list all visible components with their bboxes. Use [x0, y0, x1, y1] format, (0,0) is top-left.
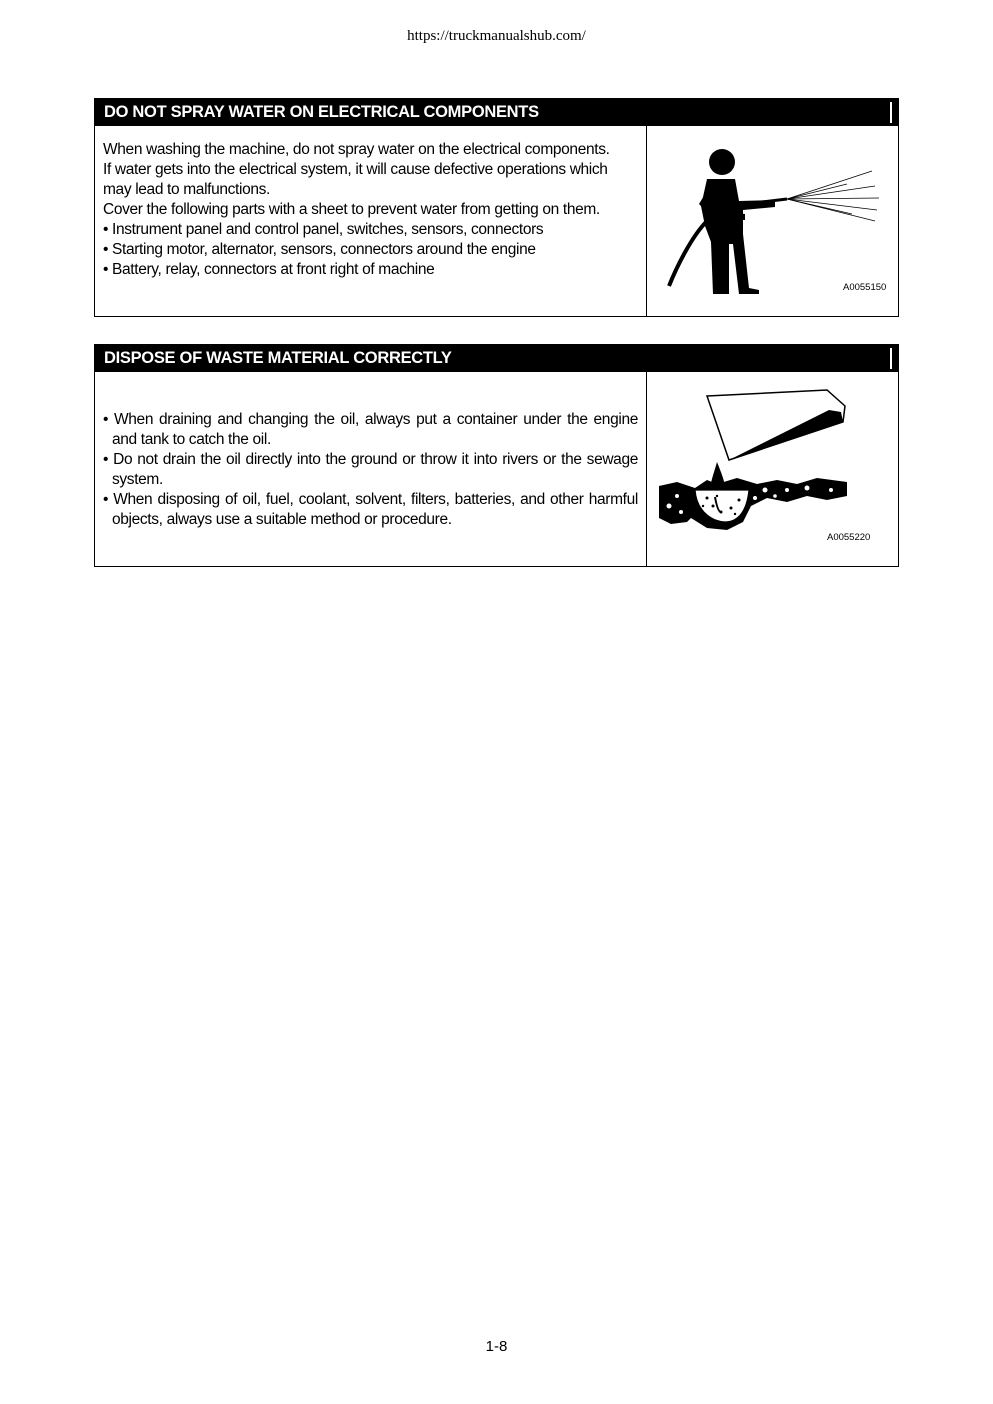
paragraph: If water gets into the electrical system, it will cause defective operations which may lead to malfunctions. — [103, 161, 608, 198]
list-item: • When draining and changing the oil, always put a container under the engine and tank to catch the oil. — [103, 411, 638, 448]
list-item: • Battery, relay, connectors at front right of machine — [103, 261, 435, 278]
paragraph: When washing the machine, do not spray water on the electrical components. — [103, 141, 610, 158]
page-number: 1-8 — [485, 1338, 508, 1355]
section-title-text: DO NOT SPRAY WATER ON ELECTRICAL COMPONENTS — [104, 103, 539, 121]
section-title — [95, 99, 898, 126]
section-body — [95, 372, 898, 566]
list-item: • Starting motor, alternator, sensors, connectors around the engine — [103, 241, 536, 258]
section-spray-water — [94, 98, 899, 317]
figure — [647, 126, 898, 316]
section-text — [95, 126, 647, 316]
section-dispose-waste — [94, 344, 899, 567]
figure-id: A0055150 — [843, 282, 887, 293]
section-text — [95, 372, 647, 566]
source-url: https://truckmanualshub.com/ — [407, 28, 586, 44]
list-item: • When disposing of oil, fuel, coolant, solvent, filters, batteries, and other harmful objects, always use a suitable method or procedure. — [103, 491, 638, 528]
figure-id: A0055220 — [827, 532, 871, 543]
list-item: • Do not drain the oil directly into the ground or throw it into rivers or the sewage system. — [103, 451, 638, 488]
list-item: • Instrument panel and control panel, switches, sensors, connectors — [103, 221, 544, 238]
section-title — [95, 345, 898, 372]
header-end-mark — [890, 348, 892, 369]
figure — [647, 372, 898, 566]
header-end-mark — [890, 102, 892, 123]
section-body — [95, 126, 898, 316]
paragraph: Cover the following parts with a sheet to prevent water from getting on them. — [103, 201, 600, 218]
section-title-text: DISPOSE OF WASTE MATERIAL CORRECTLY — [104, 349, 452, 367]
